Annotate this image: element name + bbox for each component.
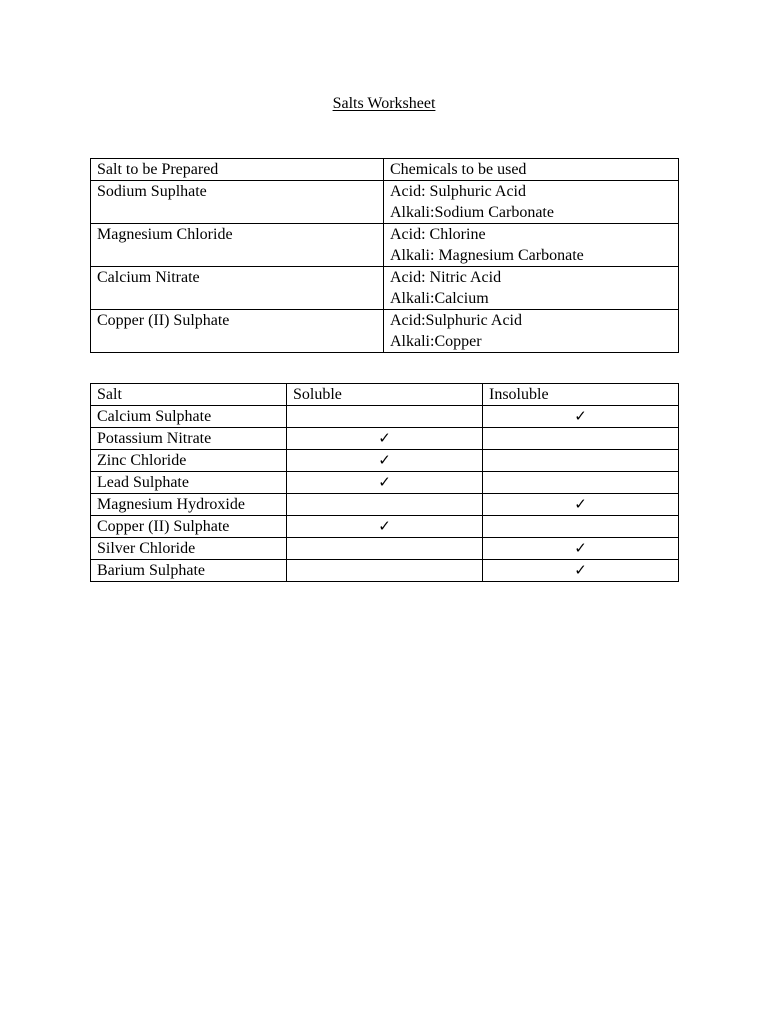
table-header-row: [91, 159, 679, 181]
table-row: [91, 224, 679, 267]
salt-cell: Zinc Chloride: [91, 450, 287, 472]
chemicals-cell: [384, 181, 679, 224]
check-icon: ✓: [574, 539, 587, 557]
table-row: [91, 181, 679, 224]
salt-cell: Lead Sulphate: [91, 472, 287, 494]
check-icon: ✓: [378, 429, 391, 447]
acid-text: Acid: Chlorine: [390, 226, 486, 243]
soluble-cell: [287, 450, 483, 472]
solubility-table: [90, 383, 679, 582]
header-chemicals-to-be-used: Chemicals to be used: [384, 159, 679, 181]
insoluble-cell: [483, 450, 679, 472]
table-row: [91, 310, 679, 353]
check-icon: ✓: [378, 473, 391, 491]
soluble-cell: [287, 560, 483, 582]
table-row: [91, 267, 679, 310]
acid-text: Acid: Sulphuric Acid: [390, 183, 526, 200]
chemicals-cell: [384, 310, 679, 353]
insoluble-cell: [483, 428, 679, 450]
alkali-text: Alkali: Magnesium Carbonate: [390, 247, 584, 264]
alkali-text: Alkali:Calcium: [390, 290, 489, 307]
check-icon: ✓: [378, 517, 391, 535]
acid-text: Acid:Sulphuric Acid: [390, 312, 522, 329]
table-row: [91, 472, 679, 494]
salt-cell: Magnesium Chloride: [91, 224, 384, 267]
acid-text: Acid: Nitric Acid: [390, 269, 502, 286]
check-icon: ✓: [574, 407, 587, 425]
page-title: Salts Worksheet: [332, 95, 436, 112]
insoluble-cell: [483, 538, 679, 560]
table-row: [91, 450, 679, 472]
table-row: [91, 406, 679, 428]
soluble-cell: [287, 472, 483, 494]
header-salt-to-be-prepared: Salt to be Prepared: [91, 159, 384, 181]
salt-cell: Barium Sulphate: [91, 560, 287, 582]
insoluble-cell: [483, 494, 679, 516]
salt-cell: Copper (II) Sulphate: [91, 310, 384, 353]
insoluble-cell: [483, 516, 679, 538]
header-soluble: Soluble: [287, 384, 483, 406]
salt-cell: Magnesium Hydroxide: [91, 494, 287, 516]
table-row: [91, 560, 679, 582]
check-icon: ✓: [574, 495, 587, 513]
chemicals-cell: [384, 267, 679, 310]
insoluble-cell: [483, 560, 679, 582]
insoluble-cell: [483, 472, 679, 494]
check-icon: ✓: [378, 451, 391, 469]
header-insoluble: Insoluble: [483, 384, 679, 406]
chemicals-cell: [384, 224, 679, 267]
table-row: [91, 494, 679, 516]
soluble-cell: [287, 406, 483, 428]
salt-cell: Sodium Suplhate: [91, 181, 384, 224]
salt-cell: Silver Chloride: [91, 538, 287, 560]
salt-cell: Calcium Nitrate: [91, 267, 384, 310]
soluble-cell: [287, 538, 483, 560]
alkali-text: Alkali:Sodium Carbonate: [390, 204, 554, 221]
table-row: [91, 538, 679, 560]
salt-cell: Copper (II) Sulphate: [91, 516, 287, 538]
check-icon: ✓: [574, 561, 587, 579]
soluble-cell: [287, 494, 483, 516]
table-row: [91, 516, 679, 538]
insoluble-cell: [483, 406, 679, 428]
salt-cell: Calcium Sulphate: [91, 406, 287, 428]
preparation-table: [90, 158, 679, 353]
soluble-cell: [287, 516, 483, 538]
salt-cell: Potassium Nitrate: [91, 428, 287, 450]
soluble-cell: [287, 428, 483, 450]
header-salt: Salt: [91, 384, 287, 406]
table-row: [91, 428, 679, 450]
table-header-row: [91, 384, 679, 406]
alkali-text: Alkali:Copper: [390, 333, 482, 350]
